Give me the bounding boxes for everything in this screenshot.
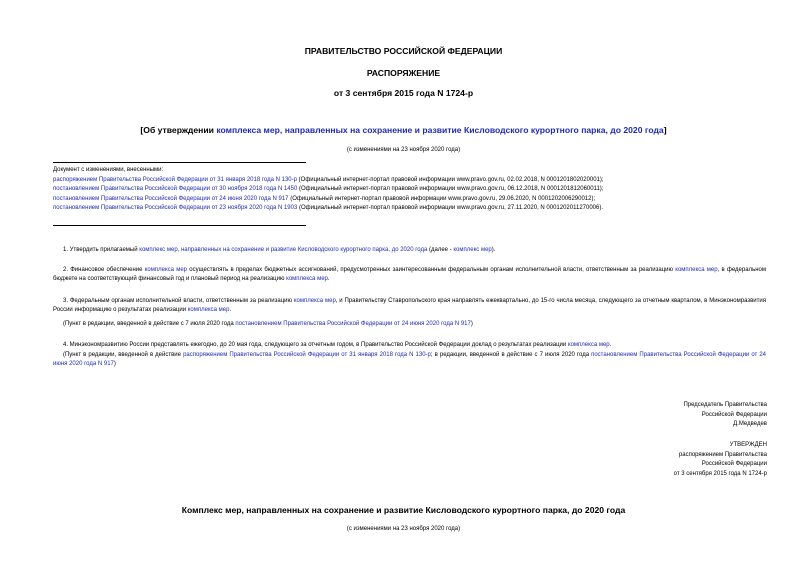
approval-by: распоряжением Правительства [678,451,767,458]
p1-text-b: (далее - [427,247,454,253]
p3-link[interactable]: комплекса мер [293,298,336,304]
p4-note-text-c: ) [113,361,116,368]
p1-text: 1. Утвердить прилагаемый [63,247,140,253]
change-link[interactable]: постановлением Правительства Российской Федерации от 30 ноября 2018 года N 1450 [53,186,298,193]
p1-link[interactable]: комплекс мер, направленных на сохранение и развитие Кисловодского курортного парка, до 2020 года [139,247,428,253]
change-source: (Официальный интернет-портал правовой информации www.pravo.gov.ru, 06.12.2018, N 0001201812060011); [297,186,604,193]
signature-country: Российской Федерации [701,411,767,418]
signature-name: Д.Медведев [733,421,767,428]
approval-date: от 3 сентября 2015 года N 1724-р [673,470,767,477]
change-item [53,185,604,195]
change-item [53,204,604,214]
change-item [53,176,604,186]
document-date-number: от 3 сентября 2015 года N 1724-р [333,88,474,98]
heading-suffix: ] [663,125,667,135]
divider-bottom [53,225,306,226]
authority-title: ПРАВИТЕЛЬСТВО РОССИЙСКОЙ ФЕДЕРАЦИИ [304,46,503,56]
paragraph-1 [53,246,766,255]
document-heading [0,125,807,135]
p3-text-b: , и Правительству Ставропольского края направлять ежеквартально, до 15-го числа месяца, следующего за отчетным кварталом, в Минэкономразвития России информацию о результатах реализации [53,298,766,314]
p2-link-3[interactable]: комплекса мер [286,276,328,283]
p2-text-c: , в федеральном бюджете на соответствующий финансовый год и плановый период на реализацию [53,267,766,283]
change-link[interactable]: распоряжением Правительства Российской Федерации от 31 января 2018 года N 130-р [53,176,297,183]
paragraph-4-note [53,351,766,369]
p3-text-c: . [229,307,232,314]
change-link[interactable]: постановлением Правительства Российской Федерации от 24 июня 2020 года N 917 [53,195,289,202]
change-link[interactable]: постановлением Правительства Российской Федерации от 23 ноября 2020 года N 1903 [53,205,298,212]
approval-label: УТВЕРЖДЕН [729,442,767,448]
p4-note-text: (Пункт в редакции, введенной в действие [63,352,184,358]
approval-country: Российской Федерации [701,461,767,468]
p4-link[interactable]: комплекса мер [567,342,610,348]
heading-prefix: [Об утверждении [140,125,217,135]
revision-note: (с изменениями на 23 ноября 2020 года) [346,147,461,153]
p3-note-link[interactable]: постановлением Правительства Российской Федерации от 24 июня 2020 года N 917 [235,321,471,327]
changes-intro: Документ с изменениями, внесенными: [53,167,164,173]
p3-note-text: (Пункт в редакции, введенной в действие с 7 июля 2020 года [63,321,236,327]
signature-position: Председатель Правительства [683,402,767,408]
change-item [53,195,604,205]
p2-text-b: осуществлять в пределах бюджетных ассигнований, предусмотренных заинтересованным федеральным органам исполнительной власти, ответственным за реализацию [187,267,676,273]
document-type: РАСПОРЯЖЕНИЕ [366,68,441,78]
p4-note-link[interactable]: распоряжением Правительства Российской Федерации от 31 января 2018 года N 130-р [183,352,431,358]
p1-link-short[interactable]: комплекс мер [453,247,492,253]
paragraph-2 [53,266,766,284]
p2-link[interactable]: комплекса мер [144,267,188,273]
p3-note-text-b: ) [470,321,473,327]
p1-text-c: ). [491,247,496,253]
p2-text-d: . [327,276,330,283]
signature-block [683,401,767,430]
p2-link-2[interactable]: комплекса мер [675,267,718,273]
annex-revision-note: (с изменениями на 23 ноября 2020 года) [346,526,461,532]
heading-link[interactable]: комплекса мер, направленных на сохранение и развитие Кисловодского курортного парка, до 2020 года [216,125,664,135]
divider-top [53,162,306,163]
approval-block [674,441,767,479]
paragraph-4 [53,341,766,350]
p4-text-b: . [609,342,612,348]
change-source: (Официальный интернет-портал правовой информации www.pravo.gov.ru, 27.11.2020, N 0001202011270006). [297,205,604,212]
p4-note-link-2[interactable]: постановлением Правительства Российской Федерации от 24 июня 2020 года N 917 [53,352,767,368]
changes-block [53,166,604,214]
annex-title: Комплекс мер, направленных на сохранение и развитие Кисловодского курортного парка, до 2020 года [181,505,626,515]
p4-text: 4. Минэкономразвитию России представлять ежегодно, до 20 мая года, следующего за отчетным годом, в Правительство Российской Федерации доклад о результатах реализации [63,342,568,348]
change-source: (Официальный интернет-портал правовой информации www.pravo.gov.ru, 29.06.2020, N 0001202006290012); [288,195,596,202]
paragraph-3-note [53,320,766,329]
p3-text: 3. Федеральным органам исполнительной власти, ответственным за реализацию [63,298,294,304]
p3-link-2[interactable]: комплекса мер [187,307,230,314]
p4-note-text-b: ; в редакции, введенной в действие с 7 июля 2020 года [430,352,592,358]
change-source: (Официальный интернет-портал правовой информации www.pravo.gov.ru, 02.02.2018, N 0001201802020001); [296,176,604,183]
p2-text: 2. Финансовое обеспечение [63,267,145,273]
paragraph-3 [53,297,766,315]
